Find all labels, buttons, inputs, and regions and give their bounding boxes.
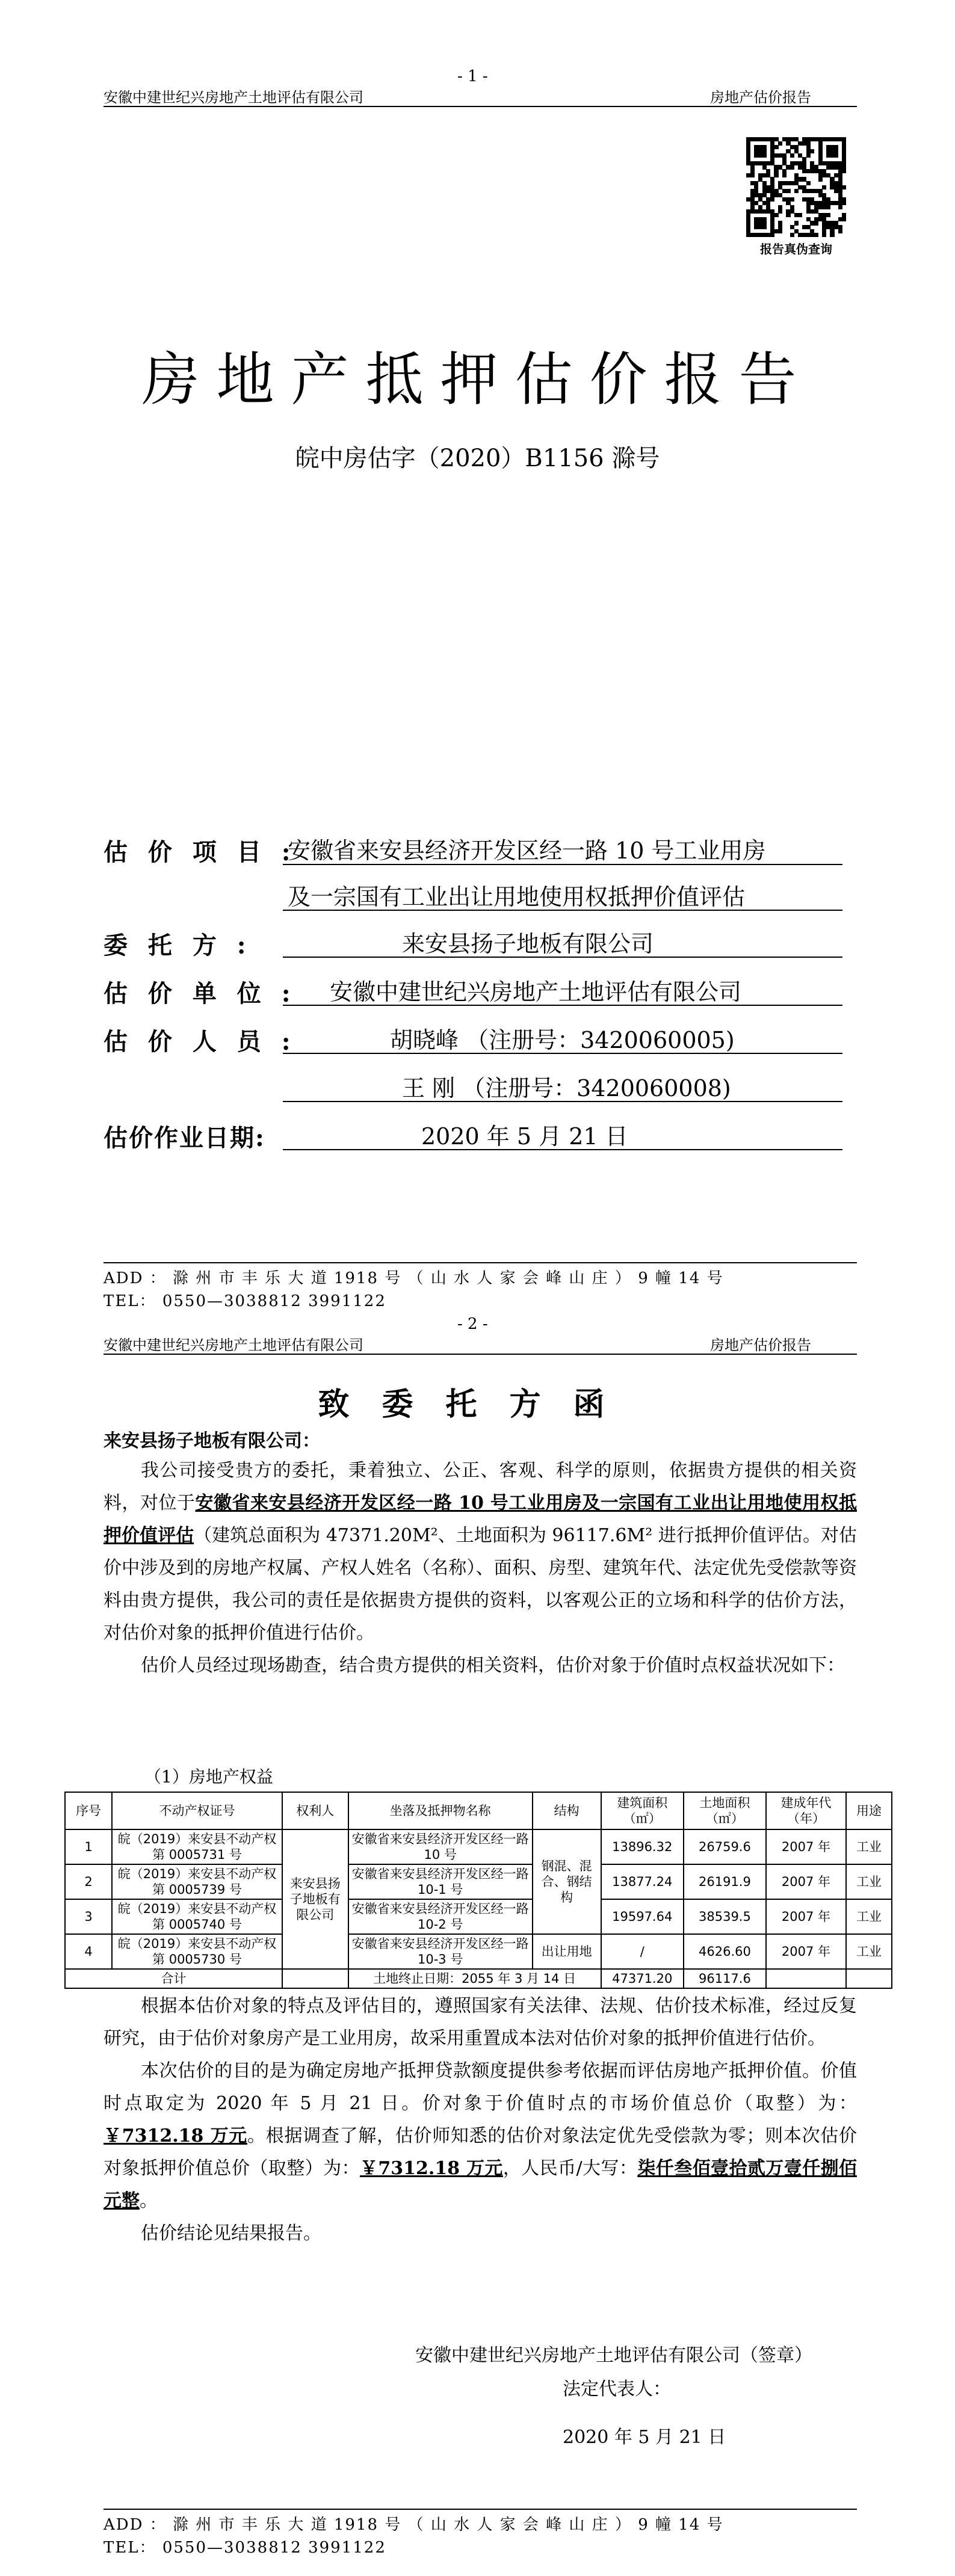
table-cell: 皖（2019）来安县不动产权第 0005740 号 (112, 1899, 282, 1934)
table-cell: 工业 (846, 1899, 892, 1934)
mortgage-value-uppercase: 柒仟叁佰壹拾贰万壹仟捌佰元整 (104, 2158, 858, 2211)
table-cell: 2007 年 (766, 1864, 846, 1899)
property-rights-table (64, 1792, 892, 1989)
underline (283, 1149, 842, 1150)
table-cell: 出让用地 (533, 1934, 601, 1969)
table-header-cell: 用途 (846, 1792, 892, 1829)
para-method: 根据本估价对象的特点及评估目的，遵照国家有关法律、法规、估价技术标准，经过反复研究，由于估价对象房产是工业用房，故采用重置成本法对估价对象的抵押价值进行估价。 (104, 1995, 857, 2049)
field-value-project-line1: 安徽省来安县经济开发区经一路 10 号工业用房 (288, 837, 766, 864)
signature-date: 2020 年 5 月 21 日 (563, 2427, 726, 2448)
letter-body-conclusion (104, 1990, 857, 2250)
field-value-date: 2020 年 5 月 21 日 (421, 1123, 628, 1150)
table-header-row (65, 1792, 892, 1829)
field-value-client: 来安县扬子地板有限公司 (402, 931, 654, 957)
qr-caption: 报告真伪查询 (760, 242, 832, 256)
header-company: 安徽中建世纪兴房地产土地评估有限公司 (104, 1337, 363, 1354)
table-header-cell: 建筑面积（㎡） (601, 1792, 684, 1829)
table-cell: 38539.5 (684, 1899, 766, 1934)
para-text: 我公司接受贵方的委托，秉着独立、公正、客观、科学的原则，依据贵方提供的相关资料，对位于 (104, 1460, 857, 1514)
table-cell: 皖（2019）来安县不动产权第 0005730 号 (112, 1934, 282, 1969)
table-cell: 1 (65, 1829, 112, 1864)
report-number: 皖中房估字（2020）B1156 滁号 (295, 445, 660, 472)
table-row (65, 1829, 892, 1864)
table-header-cell: 权利人 (282, 1792, 348, 1829)
table-cell: 安徽省来安县经济开发区经一路 10 号 (348, 1829, 533, 1864)
underline (283, 1053, 842, 1054)
para-see-report: 估价结论见结果报告。 (141, 2223, 321, 2244)
footer-address: ADD ： 滁 州 市 丰 乐 大 道 1918 号 （ 山 水 人 家 会 峰 山 庄 ） 9 幢 14 号 (104, 2516, 724, 2534)
table-cell-owner: 来安县扬子地板有限公司 (282, 1829, 348, 1969)
footer-rule (104, 2509, 857, 2510)
qr-code-icon[interactable] (746, 137, 846, 236)
underline (283, 910, 842, 911)
table-cell: / (601, 1934, 684, 1969)
table-cell: 皖（2019）来安县不动产权第 0005731 号 (112, 1829, 282, 1864)
table-cell: 安徽省来安县经济开发区经一路 10-1 号 (348, 1864, 533, 1899)
table-cell: 13896.32 (601, 1829, 684, 1864)
table-cell: 13877.24 (601, 1864, 684, 1899)
header-report-type: 房地产估价报告 (710, 1337, 811, 1354)
table-cell: 4626.60 (684, 1934, 766, 1969)
underline (283, 957, 842, 958)
header-rule (104, 106, 857, 107)
table-cell: 2007 年 (766, 1829, 846, 1864)
table-cell-total-build: 47371.20 (601, 1969, 684, 1988)
field-value-appraiser-2: 王 刚 （注册号：3420060008) (402, 1075, 731, 1102)
table-header-cell: 结构 (533, 1792, 601, 1829)
letter-salutation: 来安县扬子地板有限公司： (104, 1431, 320, 1452)
field-value-project-line2: 及一宗国有工业出让用地使用权抵押价值评估 (288, 884, 746, 910)
table-cell: 19597.64 (601, 1899, 684, 1934)
table-header-cell: 坐落及抵押物名称 (348, 1792, 533, 1829)
table-cell: 3 (65, 1899, 112, 1934)
para-text: 本次估价的目的是为确定房地产抵押贷款额度提供参考依据而评估房地产抵押价值。价值时点取定为 2020 年 5 月 21 日。价对象于价值时点的市场价值总价（取整）为： (104, 2060, 857, 2114)
field-label-client: 委 托 方 : (104, 931, 252, 960)
footer-phone: TEL： 0550—3038812 3991122 (104, 1292, 386, 1310)
table-row (65, 1899, 892, 1934)
table-cell: 皖（2019）来安县不动产权第 0005739 号 (112, 1864, 282, 1899)
mortgage-value: ￥7312.18 万元 (359, 2158, 503, 2179)
table-cell: 工业 (846, 1864, 892, 1899)
table-header-cell: 不动产权证号 (112, 1792, 282, 1829)
footer-address: ADD ： 滁 州 市 丰 乐 大 道 1918 号 （ 山 水 人 家 会 峰 山 庄 ） 9 幢 14 号 (104, 1269, 724, 1287)
header-company: 安徽中建世纪兴房地产土地评估有限公司 (104, 89, 363, 106)
field-label-project: 估 价 项 目 : (104, 838, 297, 866)
footer-rule (104, 1262, 857, 1263)
signature-company: 安徽中建世纪兴房地产土地评估有限公司（签章） (415, 2345, 812, 2366)
table-cell-total-land: 96117.6 (684, 1969, 766, 1988)
header-report-type: 房地产估价报告 (710, 89, 811, 106)
para-text: 。 (140, 2190, 158, 2211)
field-value-appraiser-1: 胡晓峰 （注册号：3420060005) (390, 1027, 735, 1053)
table-cell: 4 (65, 1934, 112, 1969)
underline (283, 864, 842, 865)
field-label-date: 估价作业日期: (104, 1124, 265, 1152)
table-cell: 26759.6 (684, 1829, 766, 1864)
page-number: - 2 - (457, 1315, 488, 1333)
para-text: （建筑总面积为 47371.20M²、土地面积为 96117.6M² 进行抵押价值评估。对估价中涉及到的房地产权属、产权人姓名（名称）、面积、房型、建筑年代、法定优先受偿款等资料由贵方提供，我公司的责任是依据贵方提供的资料，以客观公正的立场和科学的估价方法，对估价对象的抵押价值进行估价。 (104, 1525, 857, 1644)
field-label-appraiser: 估 价 人 员 : (104, 1028, 297, 1056)
underline (283, 1101, 842, 1102)
field-label-unit: 估 价 单 位 : (104, 979, 297, 1008)
table-cell-land-term: 土地终止日期：2055 年 3 月 14 日 (348, 1969, 601, 1988)
table-header-cell: 序号 (65, 1792, 112, 1829)
page-number: - 1 - (457, 67, 488, 85)
table-cell: 2007 年 (766, 1934, 846, 1969)
market-value: ￥7312.18 万元 (104, 2125, 248, 2146)
header-rule (104, 1354, 857, 1355)
table-header-cell: 土地面积（㎡） (684, 1792, 766, 1829)
footer-phone: TEL： 0550—3038812 3991122 (104, 2539, 386, 2557)
table-cell: 安徽省来安县经济开发区经一路 10-2 号 (348, 1899, 533, 1934)
table-header-cell: 建成年代（年） (766, 1792, 846, 1829)
table-cell: 工业 (846, 1934, 892, 1969)
para-inspection: 估价人员经过现场勘查，结合贵方提供的相关资料，估价对象于价值时点权益状况如下： (141, 1655, 845, 1676)
table-cell-structure: 钢混、混合、钢结构 (533, 1829, 601, 1934)
para-text: 。根据调查了解，估价师知悉的估价对象法定优先受偿款为零；则本次估价对象抵押价值总价（取整）为： (104, 2125, 858, 2179)
table-cell: 26191.9 (684, 1864, 766, 1899)
table-cell: 安徽省来安县经济开发区经一路 10-3 号 (348, 1934, 533, 1969)
table-row (65, 1934, 892, 1969)
underline (283, 1005, 842, 1006)
field-value-unit: 安徽中建世纪兴房地产土地评估有限公司 (330, 979, 742, 1005)
table-cell: 2 (65, 1864, 112, 1899)
signature-legal-rep: 法定代表人： (563, 2379, 671, 2400)
para-subject-bold: 安徽省来安县经济开发区经一路 10 号工业用房及一宗国有工业出让用地使用权抵押价值评估 (104, 1493, 857, 1546)
para-text: ，人民币/大写： (502, 2158, 638, 2179)
table-cell: 工业 (846, 1829, 892, 1864)
letter-title: 致委托方函 (318, 1386, 637, 1423)
table-total-row (65, 1969, 892, 1988)
table-row (65, 1864, 892, 1899)
table-cell-total-label: 合计 (65, 1969, 282, 1988)
table-cell: 2007 年 (766, 1899, 846, 1934)
table-caption: （1）房地产权益 (144, 1767, 273, 1787)
letter-body-intro (104, 1455, 857, 1682)
report-title: 房地产抵押估价报告 (141, 346, 814, 413)
